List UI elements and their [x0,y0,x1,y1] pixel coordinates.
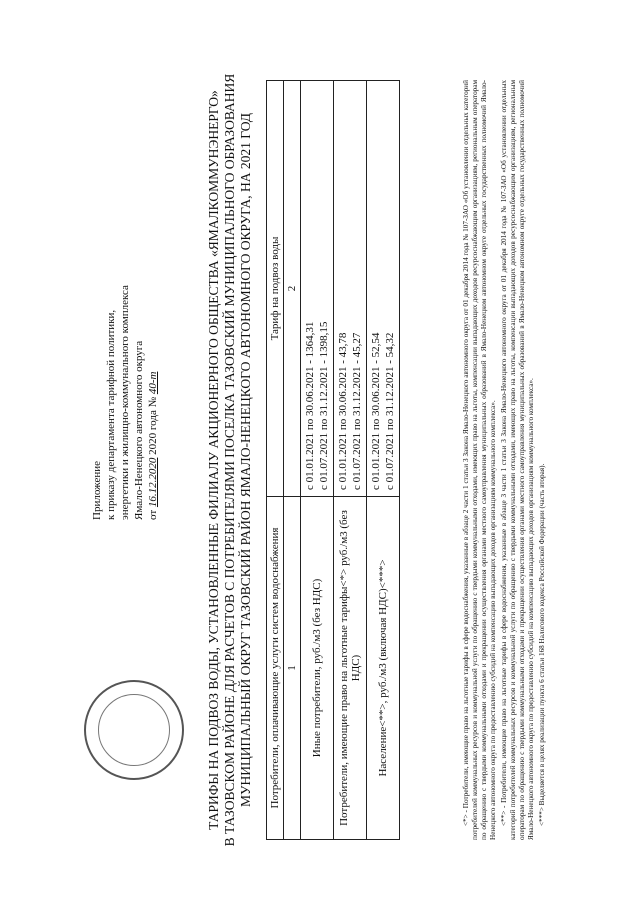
table-row [301,81,334,840]
footnote-2: <**> - Потребители, имеющие право на льготные тарифы в сфере водоснабжения, указанные в абзаце 3 части 1 статьи 3 Закона Ямало-Ненецкого автономного округа от 01 декабря 2014 года № 107-ЗАО «Об установлении отдельных категорий потребителей коммунальных ресурсов и коммунальной услуги по обращению с твердыми коммунальными отходами, имеющих право на льготы, компенсации выпадающих доходов ресурсоснабжающим организациям, региональным операторам по обращению с твердыми коммунальными отходами и прекращении осуществления органами местного самоуправления муниципальных образований в Ямало-Ненецком автономном округе отдельных государственных полномочий Ямало-Ненецкого автономного округа по предоставлению субсидий на компенсацию выпадающих доходов организациям коммунального комплекса». [500,80,535,840]
tariff-period-1: с 01.01.2021 по 30.06.2021 - 52,54 [370,332,382,490]
document-title [206,50,254,870]
table-row [334,81,367,840]
footnote-3: <***> Выделяется в целях реализации пункта 6 статьи 168 Налогового кодекса Российской Федерации (часть вторая). [538,463,546,826]
tariff-table [266,80,400,840]
table-row [367,81,400,840]
approval-line-5 [146,50,160,520]
tariff-period-2: с 01.07.2021 по 31.12.2021 - 45,27 [351,332,363,490]
approval-line-4: Ямало-Ненецкого автономного округа [133,340,145,520]
approval-line-2: к приказу департамента тарифной политики, [105,309,117,520]
approval-date-prefix: от [147,509,159,520]
title-line-1: ТАРИФЫ НА ПОДВОЗ ВОДЫ, УСТАНОВЛЕННЫЕ ФИЛИАЛУ АКЦИОНЕРНОГО ОБЩЕСТВА «ЯМАЛКОММУНЭНЕРГО» [206,90,221,830]
tariff-period-2: с 01.07.2021 по 31.12.2021 - 54,32 [384,332,396,490]
approval-date: 16.12.2020 [147,457,159,508]
index-cell-1: 1 [284,497,301,840]
title-line-3: МУНИЦИПАЛЬНЫЙ ОКРУГ ТАЗОВСКИЙ РАЙОН ЯМАЛО-НЕНЕЦКОГО АВТОНОМНОГО ОКРУГА, НА 2021 ГОД [238,112,253,808]
tariff-cell [334,81,367,497]
tariff-period-2: с 01.07.2021 по 31.12.2021 - 1398,15 [318,321,330,490]
tariff-cell [301,81,334,497]
table-index-row [284,81,301,840]
document-page [90,50,590,870]
approval-year-label: 2020 года № [147,396,159,455]
consumer-cell: Потребители, имеющие право на льготные тарифы<*> руб./м3 (без НДС) [334,497,367,840]
index-cell-2: 2 [284,81,301,497]
table-header-row [267,81,284,840]
approval-block [90,50,160,520]
tariff-cell [367,81,400,497]
header-tariff: Тариф на подвоз воды [267,81,284,497]
header-consumers: Потребители, оплачивающие услуги систем водоснабжения [267,497,284,840]
official-seal [84,680,184,780]
title-line-2: В ТАЗОВСКОМ РАЙОНЕ ДЛЯ РАСЧЕТОВ С ПОТРЕБИТЕЛЯМИ ПОСЕЛКА ТАЗОВСКИЙ МУНИЦИПАЛЬНОГО ОБРАЗОВАНИЯ [222,73,237,847]
footnote-1: <*> - Потребители, имеющие право на льготные тарифы в сфере водоснабжения, указанные в абзаце 2 части 1 статьи 3 Закона Ямало-Ненецкого автономного округа от 01 декабря 2014 года № 107-ЗАО «Об установлении отдельных категорий потребителей коммунальных ресурсов и коммунальной услуги по обращению с твердыми коммунальными отходами, имеющих право на льготы, компенсации выпадающих доходов ресурсоснабжающим организациям, региональным операторам по обращению с твердыми коммунальными отходами и прекращении осуществления органами местного самоуправления муниципальных образований в Ямало-Ненецком автономном округе отдельных государственных полномочий Ямало-Ненецкого автономного округа по предоставлению субсидий на компенсацию выпадающих доходов организациям коммунального комплекса». [462,80,497,840]
tariff-period-1: с 01.01.2021 по 30.06.2021 - 1364,31 [304,321,316,490]
footnotes [462,80,549,840]
consumer-cell: Иные потребители, руб./м3 (без НДС) [301,497,334,840]
consumer-cell: Население<**>, руб./м3 (включая НДС)<***> [367,497,400,840]
approval-order-number: 40-т [147,371,159,395]
tariff-period-1: с 01.01.2021 по 30.06.2021 - 43,78 [337,332,349,490]
approval-line-3: энергетики и жилищно-коммунального комплекса [119,285,131,520]
approval-line-1: Приложение [91,460,103,520]
